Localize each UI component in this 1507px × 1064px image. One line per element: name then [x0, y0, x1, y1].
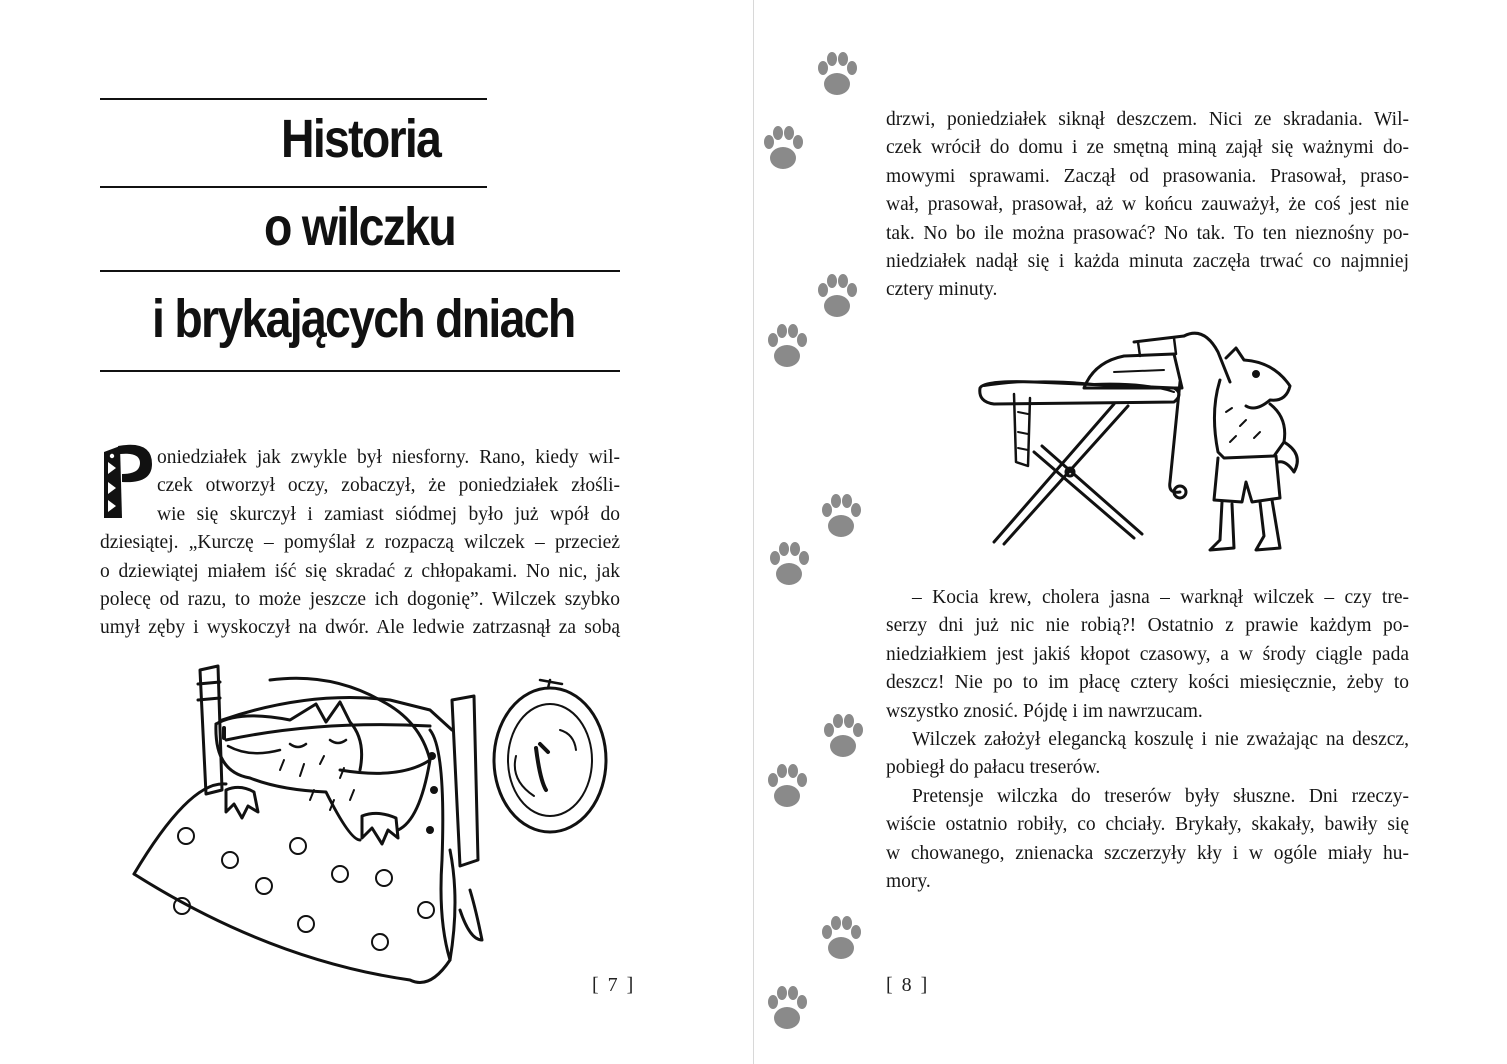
text-line: umył zęby i wyskoczył na dwór. Ale ledwie zatrzasnął za sobą [100, 617, 620, 639]
text-line: o dziewiątej miałem iść się skradać z chłopakami. No nic, jak [100, 560, 620, 582]
text-line: Pretensje wilczka do treserów były słuszne. Dni rzeczy- [912, 785, 1409, 807]
paw-print-icon [820, 712, 866, 762]
text-line: cztery minuty. [886, 279, 998, 301]
text-line: czek wrócił do domu i ze smętną miną zajął się ważnymi do- [886, 137, 1409, 159]
text-line: wiście ostatnio robiły, co chciały. Brykały, skakały, bawiły się [886, 814, 1409, 836]
text-line: niedziałkiem jest jakiś kłopot czasowy, a w środy ciągle pada [886, 643, 1409, 665]
title-rule [100, 270, 620, 272]
text-line: dziesiątej. „Kurczę – pomyślał z rozpaczą wilczek – przecież [100, 532, 620, 554]
text-line: drzwi, poniedziałek siknął deszczem. Nici ze skradania. Wil- [886, 109, 1409, 130]
text-line: deszcz! Nie po to im płacę cztery kości miesięcznie, żeby to [886, 672, 1409, 694]
text-line: czek otworzył oczy, zobaczył, że poniedziałek złośli- [157, 475, 620, 497]
title-rule [100, 370, 620, 372]
left-page [0, 0, 753, 1064]
title-rule [100, 186, 487, 188]
text-line: mory. [886, 871, 931, 893]
text-line: tak. No bo ile można prasować? No tak. To ten nieznośny po- [886, 222, 1409, 244]
sleeping-wolf-bed-clock-illustration [130, 660, 610, 990]
title-line-3: i brykających dniach [152, 289, 575, 349]
paw-print-icon [764, 322, 810, 372]
text-line: mowymi sprawami. Zaczął od prasowania. Prasował, praso- [886, 165, 1409, 187]
text-line: wał, prasował, prasował, aż w końcu zauważył, że coś jest nie [886, 194, 1409, 216]
text-line: serzy dni już nic nie robią?! Ostatnio z prawie każdym po- [886, 615, 1409, 637]
paw-print-icon [764, 762, 810, 812]
wolf-ironing-illustration [974, 322, 1314, 558]
dialogue-paragraph [886, 584, 1409, 896]
text-line: – Kocia krew, cholera jasna – warknął wilczek – czy tre- [912, 587, 1409, 608]
text-line: wszystko znosić. Pójdę i im nawrzucam. [886, 700, 1203, 722]
paw-print-icon [818, 492, 864, 542]
text-line: oniedziałek jak zwykle był niesforny. Rano, kiedy wil- [157, 447, 620, 468]
text-line: pobiegł do pałacu treserów. [886, 757, 1101, 779]
title-line-1: Historia [281, 109, 441, 169]
text-line: w chowanego, znienacka szczerzyły kły i w ogóle miały hu- [886, 842, 1409, 864]
paw-print-icon [814, 272, 860, 322]
paw-print-icon [766, 540, 812, 590]
opening-paragraph [100, 444, 620, 643]
title-line-2: o wilczku [264, 197, 455, 257]
paw-print-icon [760, 124, 806, 174]
right-page [754, 0, 1507, 1064]
paw-print-icon [818, 914, 864, 964]
continued-paragraph [886, 106, 1409, 305]
text-line: Wilczek założył elegancką koszulę i nie zważając na deszcz, [912, 729, 1409, 751]
text-line: niedziałek nadął się i każda minuta zaczęła trwać co najmniej [886, 251, 1409, 273]
page-number: [ 8 ] [886, 974, 930, 996]
title-rule [100, 98, 487, 100]
page-number: [ 7 ] [592, 974, 636, 996]
paw-print-icon [764, 984, 810, 1034]
text-line: polecę od razu, to może jeszcze ich dogonię”. Wilczek szybko [100, 589, 620, 611]
text-line: wie się skurczył i zamiast siódmej było już wpół do [157, 503, 620, 525]
paw-print-icon [814, 50, 860, 100]
